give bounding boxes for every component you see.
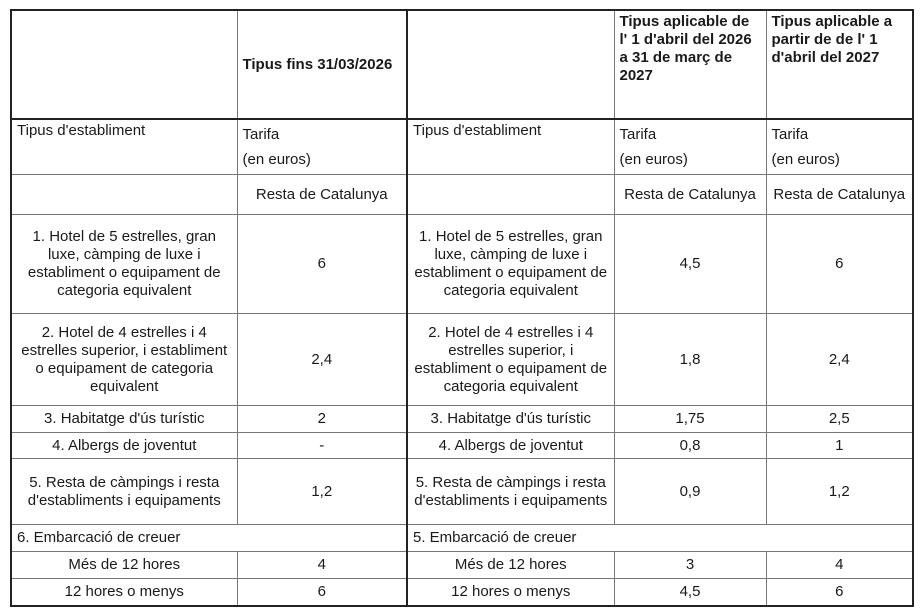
- region-empty-mid: [407, 175, 614, 215]
- establishment-name-left: 5. Resta de càmpings i resta d'establiments i equipaments: [11, 459, 237, 525]
- tarifa-label: Tarifa: [619, 126, 657, 143]
- rate-period1: 2,4: [237, 314, 407, 406]
- cruise-over12-rate-period2: 3: [614, 552, 766, 579]
- cruise-label-right: 5. Embarcació de creuer: [407, 525, 913, 552]
- cruise-over12-label-left: Més de 12 hores: [11, 552, 237, 579]
- establishment-name-right: 5. Resta de càmpings i resta d'establiments i equipaments: [407, 459, 614, 525]
- header-period1: Tipus fins 31/03/2026: [237, 10, 407, 119]
- cruise-over12-label-right: Més de 12 hores: [407, 552, 614, 579]
- rate-period2: 1,75: [614, 406, 766, 433]
- region-right: Resta de Catalunya: [766, 175, 913, 215]
- establishment-name-right: 4. Albergs de joventut: [407, 433, 614, 459]
- cruise-under12-rate-period1: 6: [237, 579, 407, 606]
- rate-period2: 0,8: [614, 433, 766, 459]
- establishment-label-right: Tipus d'establiment: [407, 119, 614, 175]
- table-row: [11, 406, 913, 433]
- subheader-row: [11, 119, 913, 175]
- tarifa-cell-right: [766, 119, 913, 175]
- rate-period2: 1,8: [614, 314, 766, 406]
- header-period3: Tipus aplicable a partir de de l' 1 d'abril del 2027: [766, 10, 913, 119]
- header-empty-cell-mid: [407, 10, 614, 119]
- rate-period3: 2,5: [766, 406, 913, 433]
- establishment-name-left: 4. Albergs de joventut: [11, 433, 237, 459]
- rate-period1: -: [237, 433, 407, 459]
- region-mid: Resta de Catalunya: [614, 175, 766, 215]
- tarifa-unit: (en euros): [242, 151, 311, 168]
- cruise-under12-label-right: 12 hores o menys: [407, 579, 614, 606]
- cruise-under12-rate-period3: 6: [766, 579, 913, 606]
- rate-period1: 1,2: [237, 459, 407, 525]
- rate-period3: 6: [766, 215, 913, 314]
- table-row: [11, 433, 913, 459]
- establishment-label-left: Tipus d'establiment: [11, 119, 237, 175]
- establishment-name-left: 2. Hotel de 4 estrelles i 4 estrelles superior, i establiment o equipament de categoria equivalent: [11, 314, 237, 406]
- region-left: Resta de Catalunya: [237, 175, 407, 215]
- rate-period3: 1,2: [766, 459, 913, 525]
- establishment-name-left: 1. Hotel de 5 estrelles, gran luxe, càmping de luxe i establiment o equipament de categoria equivalent: [11, 215, 237, 314]
- region-row: [11, 175, 913, 215]
- rate-period1: 6: [237, 215, 407, 314]
- cruise-over12-rate-period3: 4: [766, 552, 913, 579]
- rate-period2: 0,9: [614, 459, 766, 525]
- tarifa-label: Tarifa: [771, 126, 809, 143]
- cruise-under12-label-left: 12 hores o menys: [11, 579, 237, 606]
- region-empty-left: [11, 175, 237, 215]
- table-row: [11, 314, 913, 406]
- tourist-tax-table: [10, 9, 914, 607]
- establishment-name-left: 3. Habitatge d'ús turístic: [11, 406, 237, 433]
- cruise-over12-rate-period1: 4: [237, 552, 407, 579]
- header-period2: Tipus aplicable de l' 1 d'abril del 2026 a 31 de març de 2027: [614, 10, 766, 119]
- tarifa-cell-left: [237, 119, 407, 175]
- rate-period2: 4,5: [614, 215, 766, 314]
- rate-period1: 2: [237, 406, 407, 433]
- establishment-name-right: 3. Habitatge d'ús turístic: [407, 406, 614, 433]
- tarifa-label: Tarifa: [242, 126, 280, 143]
- rate-period3: 1: [766, 433, 913, 459]
- cruise-under12-rate-period2: 4,5: [614, 579, 766, 606]
- cruise-header-row: [11, 525, 913, 552]
- establishment-name-right: 1. Hotel de 5 estrelles, gran luxe, càmping de luxe i establiment o equipament de categoria equivalent: [407, 215, 614, 314]
- cruise-label-left: 6. Embarcació de creuer: [11, 525, 407, 552]
- table-row: [11, 552, 913, 579]
- table-row: [11, 579, 913, 606]
- rate-period3: 2,4: [766, 314, 913, 406]
- table-row: [11, 459, 913, 525]
- header-empty-cell-left: [11, 10, 237, 119]
- table-row: [11, 215, 913, 314]
- tarifa-unit: (en euros): [619, 151, 688, 168]
- tarifa-cell-mid: [614, 119, 766, 175]
- header-row: [11, 10, 913, 119]
- tarifa-unit: (en euros): [771, 151, 840, 168]
- establishment-name-right: 2. Hotel de 4 estrelles i 4 estrelles superior, i establiment o equipament de categoria equivalent: [407, 314, 614, 406]
